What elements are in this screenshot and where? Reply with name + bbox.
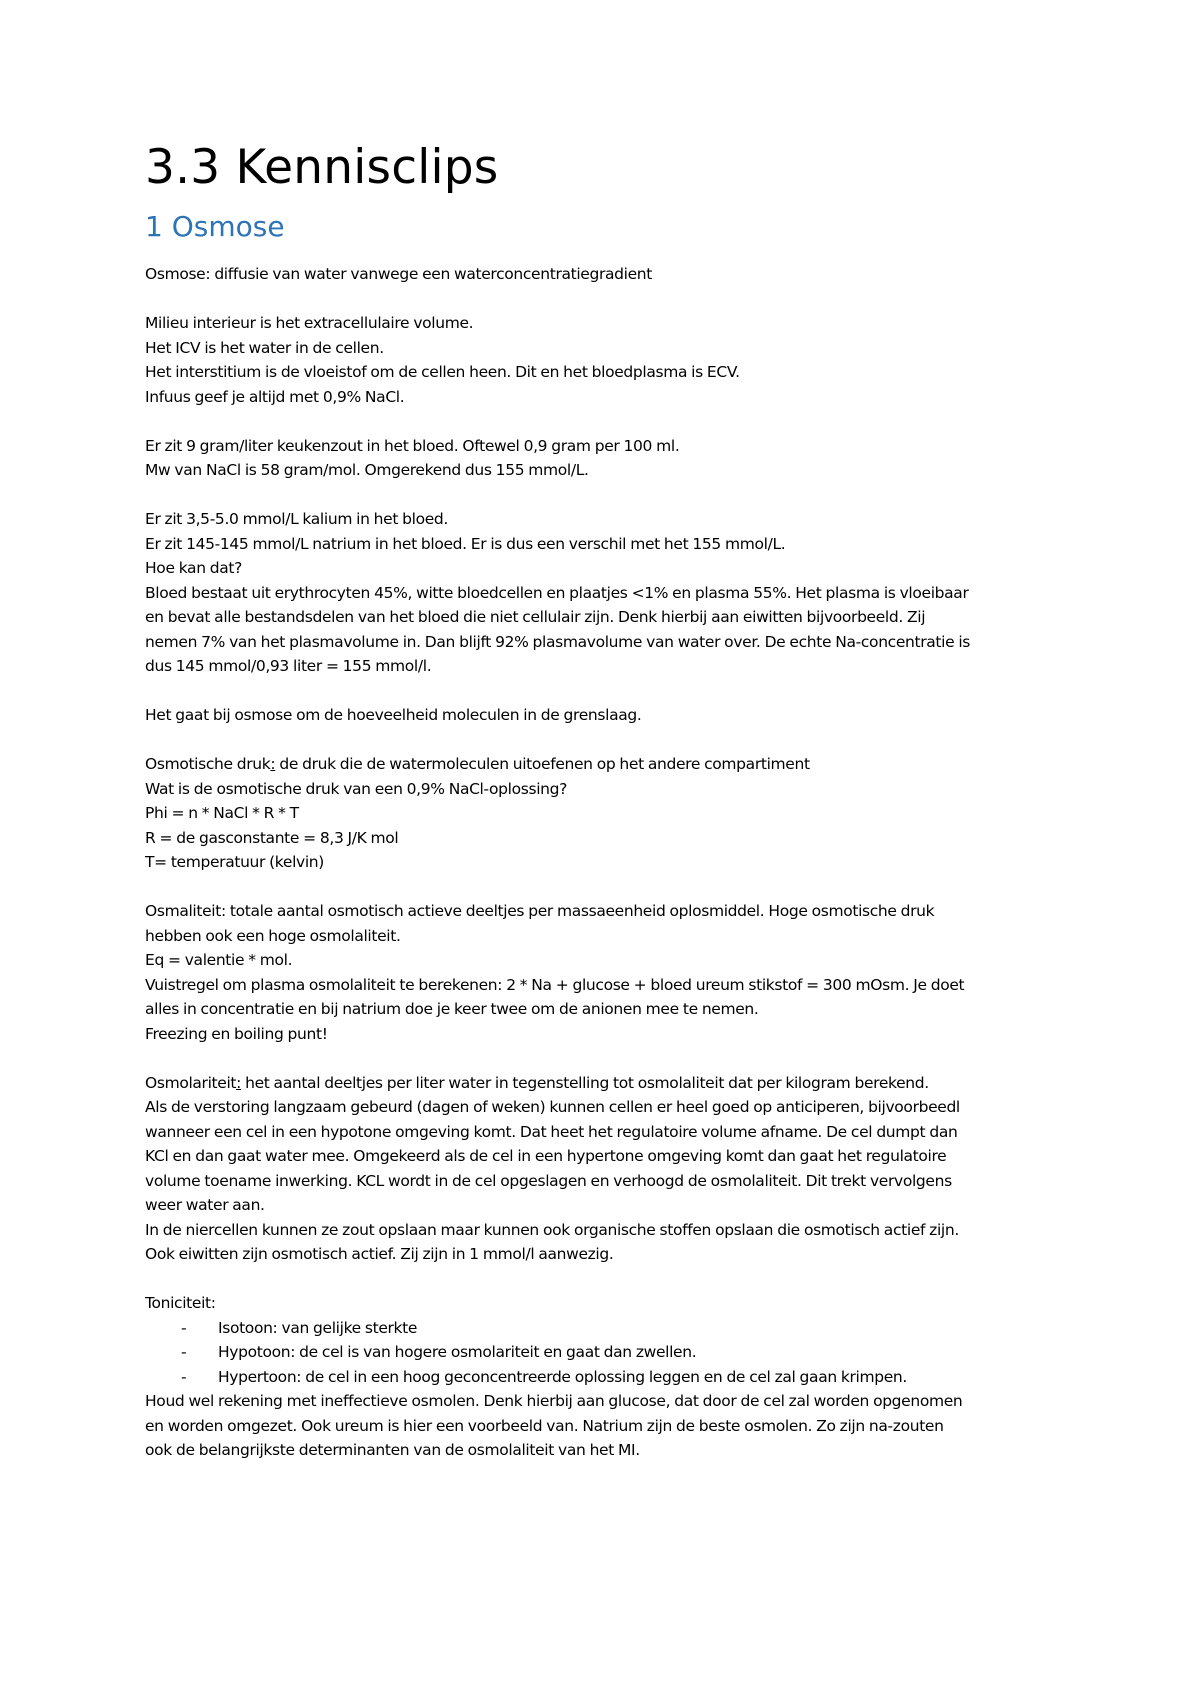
text-line: Osmose: diffusie van water vanwege een waterconcentratiegradient — [145, 265, 652, 283]
text-line: Mw van NaCl is 58 gram/mol. Omgerekend dus 155 mmol/L. — [145, 461, 589, 479]
list-item-text: Hypertoon: de cel in een hoog geconcentreerde oplossing leggen en de cel zal gaan krimpen. — [218, 1367, 907, 1386]
term-definition: de druk die de watermoleculen uitoefenen op het andere compartiment — [275, 755, 810, 773]
text-line: Het gaat bij osmose om de hoeveelheid moleculen in de grenslaag. — [145, 706, 642, 724]
term-colon: : — [270, 755, 276, 773]
list-item — [145, 1316, 1065, 1341]
text-line: alles in concentratie en bij natrium doe je keer twee om de anionen mee te nemen. — [145, 1000, 759, 1018]
text-line: volume toename inwerking. KCL wordt in de cel opgeslagen en verhoogd de osmolaliteit. Dit trekt vervolgens — [145, 1171, 952, 1190]
text-line: Eq = valentie * mol. — [145, 951, 293, 969]
text-line: Het ICV is het water in de cellen. — [145, 338, 384, 357]
text-line: Bloed bestaat uit erythrocyten 45%, witte bloedcellen en plaatjes <1% en plasma 55%. Het plasma is vloeibaar — [145, 583, 969, 602]
text-line: nemen 7% van het plasmavolume in. Dan blijft 92% plasmavolume van water over. De echte Na-concentratie is — [145, 632, 971, 651]
paragraph-osmotische-druk — [145, 752, 1065, 875]
dash-marker: - — [181, 1343, 187, 1361]
list-item-text: Isotoon: van gelijke sterkte — [218, 1318, 418, 1337]
text-line: Het interstitium is de vloeistof om de cellen heen. Dit en het bloedplasma is ECV. — [145, 363, 740, 381]
text-line: dus 145 mmol/0,93 liter = 155 mmol/l. — [145, 657, 432, 675]
text-line: Wat is de osmotische druk van een 0,9% NaCl-oplossing? — [145, 779, 568, 798]
text-line: en bevat alle bestandsdelen van het bloed die niet cellulair zijn. Denk hierbij aan eiwitten bijvoorbeeld. Zij — [145, 608, 926, 626]
text-line: Phi = n * NaCl * R * T — [145, 804, 299, 822]
text-line: Osmaliteit: totale aantal osmotisch actieve deeltjes per massaeenheid oplosmiddel. Hoge osmotische druk — [145, 902, 935, 920]
text-line: Er zit 145-145 mmol/L natrium in het bloed. Er is dus een verschil met het 155 mmol/L. — [145, 534, 786, 553]
paragraph-osmose-definition — [145, 262, 1065, 287]
document-page — [145, 140, 1065, 1487]
text-line: hebben ook een hoge osmolaliteit. — [145, 926, 401, 945]
text-line: Freezing en boiling punt! — [145, 1024, 328, 1043]
text-line — [145, 752, 1065, 777]
paragraph-keukenzout — [145, 434, 1065, 483]
paragraph-milieu-interieur — [145, 311, 1065, 409]
text-line: Infuus geef je altijd met 0,9% NaCl. — [145, 387, 405, 406]
term-osmolariteit: Osmolariteit — [145, 1073, 237, 1092]
list-item-text: Hypotoon: de cel is van hogere osmolariteit en gaat dan zwellen. — [218, 1343, 697, 1361]
list-item — [145, 1340, 1065, 1365]
text-line: Hoe kan dat? — [145, 559, 242, 577]
text-line: Milieu interieur is het extracellulaire volume. — [145, 314, 474, 332]
dash-marker: - — [181, 1367, 187, 1386]
text-line: Vuistregel om plasma osmolaliteit te berekenen: 2 * Na + glucose + bloed ureum stikstof = 300 mOsm. Je doet — [145, 975, 965, 994]
text-line: Houd wel rekening met ineffectieve osmolen. Denk hierbij aan glucose, dat door de cel zal worden opgenomen — [145, 1392, 963, 1410]
text-line: Er zit 3,5-5.0 mmol/L kalium in het bloed. — [145, 510, 448, 528]
paragraph-grenslaag — [145, 703, 1065, 728]
text-line: Ook eiwitten zijn osmotisch actief. Zij zijn in 1 mmol/l aanwezig. — [145, 1245, 614, 1263]
dash-marker: - — [181, 1318, 187, 1337]
toniciteit-list — [145, 1316, 1065, 1390]
paragraph-osmaliteit — [145, 899, 1065, 1046]
text-line: Toniciteit: — [145, 1294, 216, 1312]
text-line: T= temperatuur (kelvin) — [145, 853, 324, 871]
text-line: en worden omgezet. Ook ureum is hier een voorbeeld van. Natrium zijn de beste osmolen. Zo zijn na-zouten — [145, 1416, 944, 1435]
term-osmotische-druk: Osmotische druk — [145, 755, 271, 773]
section-heading-osmose: 1 Osmose — [145, 210, 285, 243]
text-line: KCl en dan gaat water mee. Omgekeerd als de cel in een hypertone omgeving komt dan gaat het regulatoire — [145, 1147, 947, 1165]
text-line: In de niercellen kunnen ze zout opslaan maar kunnen ook organische stoffen opslaan die osmotisch actief zijn. — [145, 1220, 959, 1239]
paragraph-toniciteit — [145, 1291, 1065, 1463]
term-colon: : — [236, 1073, 242, 1092]
text-line — [145, 1071, 1065, 1096]
text-line: weer water aan. — [145, 1196, 265, 1214]
text-line: R = de gasconstante = 8,3 J/K mol — [145, 828, 399, 847]
text-line: Als de verstoring langzaam gebeurd (dagen of weken) kunnen cellen er heel goed op anticiperen, bijvoorbeedl — [145, 1098, 960, 1116]
list-item — [145, 1365, 1065, 1390]
term-definition: het aantal deeltjes per liter water in tegenstelling tot osmolaliteit dat per kilogram berekend. — [241, 1073, 929, 1092]
paragraph-kalium-natrium — [145, 507, 1065, 679]
text-line: wanneer een cel in een hypotone omgeving komt. Dat heet het regulatoire volume afname. De cel dumpt dan — [145, 1122, 958, 1141]
document-title: 3.3 Kennisclips — [145, 140, 499, 195]
text-line: ook de belangrijkste determinanten van de osmolaliteit van het MI. — [145, 1441, 640, 1459]
text-line: Er zit 9 gram/liter keukenzout in het bloed. Oftewel 0,9 gram per 100 ml. — [145, 436, 680, 455]
paragraph-osmolariteit — [145, 1071, 1065, 1267]
